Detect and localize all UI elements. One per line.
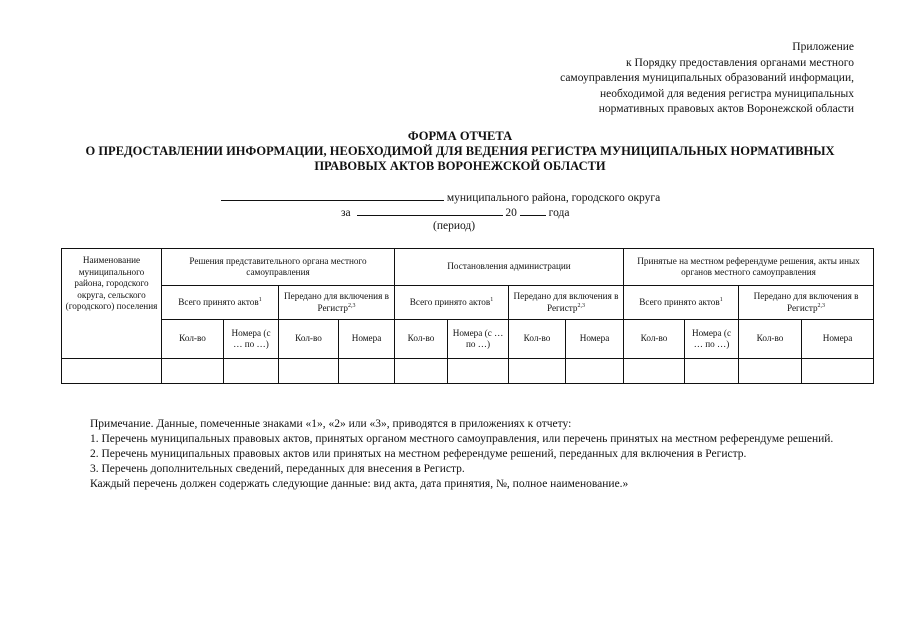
notes-item-3: 3. Перечень дополнительных сведений, переданных для внесения в Регистр.	[90, 463, 465, 475]
group-header-representative: Решения представительного органа местного самоуправления	[162, 249, 395, 286]
period-line	[341, 204, 569, 220]
appendix-line: нормативных правовых актов Воронежской области	[598, 103, 854, 115]
year-label: года	[548, 207, 570, 219]
group-header-administration: Постановления администрации	[395, 249, 624, 286]
period-caption: (период)	[433, 220, 476, 232]
appendix-line: к Порядку предоставления органами местного	[626, 56, 854, 69]
period-blank[interactable]	[357, 204, 503, 216]
notes-item-2: 2. Перечень муниципальных правовых актов или принятых на местном референдуме решений, переданных для включения в Регистр.	[90, 448, 747, 460]
appendix-block	[494, 40, 854, 118]
empty-cell[interactable]	[566, 359, 624, 384]
empty-cell[interactable]	[685, 359, 739, 384]
municipality-name-header: Наименование муниципального района, городского округа, сельского (городского) поселения	[62, 249, 162, 359]
appendix-line: самоуправления муниципальных образований информации,	[560, 72, 854, 84]
qty-header: Кол-во	[624, 320, 685, 359]
empty-cell[interactable]	[339, 359, 395, 384]
numbers-range-header: Номера (с … по …)	[685, 320, 739, 359]
report-table	[61, 248, 874, 384]
notes-intro: Примечание. Данные, помеченные знаками «1», «2» или «3», приводятся в приложениях к отчету:	[90, 418, 572, 430]
appendix-line: Приложение	[792, 41, 854, 53]
group-header-referendum: Принятые на местном референдуме решения, акты иных органов местного самоуправления	[624, 249, 874, 286]
title-line: ФОРМА ОТЧЕТА	[407, 129, 513, 143]
notes-item-4: Каждый перечень должен содержать следующие данные: вид акта, дата принятия, №, полное наименование.»	[90, 478, 629, 490]
municipality-blank[interactable]	[221, 189, 444, 201]
table-row	[62, 359, 874, 384]
empty-cell[interactable]	[448, 359, 509, 384]
qty-header: Кол-во	[509, 320, 566, 359]
appendix-line: необходимой для ведения регистра муниципальных	[599, 87, 854, 100]
transferred-header-1: Передано для включения в Регистр$^{2,3}$	[279, 286, 395, 320]
numbers-header: Номера	[566, 320, 624, 359]
empty-cell[interactable]	[279, 359, 339, 384]
total-header-3: Всего принято актов$^1$	[624, 286, 739, 320]
municipality-label: муниципального района, городского округа	[446, 192, 661, 204]
empty-cell[interactable]	[802, 359, 874, 384]
year-blank[interactable]	[520, 204, 546, 216]
year-prefix: 20	[505, 207, 517, 219]
municipality-line	[221, 189, 660, 205]
total-header-2: Всего принято актов$^1$	[395, 286, 509, 320]
qty-header: Кол-во	[395, 320, 448, 359]
title-line: О ПРЕДОСТАВЛЕНИИ ИНФОРМАЦИИ, НЕОБХОДИМОЙ ДЛЯ ВЕДЕНИЯ РЕГИСТРА МУНИЦИПАЛЬНЫХ НОРМАТИВНЫХ	[85, 144, 835, 158]
qty-header: Кол-во	[162, 320, 224, 359]
empty-cell[interactable]	[624, 359, 685, 384]
qty-header: Кол-во	[739, 320, 802, 359]
numbers-range-header: Номера (с … по …)	[224, 320, 279, 359]
transferred-header-2: Передано для включения в Регистр$^{2,3}$	[509, 286, 624, 320]
empty-cell[interactable]	[395, 359, 448, 384]
numbers-range-header: Номера (с … по …)	[448, 320, 509, 359]
empty-cell[interactable]	[739, 359, 802, 384]
total-header-1: Всего принято актов$^1$	[162, 286, 279, 320]
qty-header: Кол-во	[279, 320, 339, 359]
empty-cell[interactable]	[162, 359, 224, 384]
notes-item-1: 1. Перечень муниципальных правовых актов, принятых органом местного самоуправления, или перечень принятых на местном референдуме решений.	[90, 433, 834, 445]
numbers-header: Номера	[802, 320, 874, 359]
empty-cell[interactable]	[62, 359, 162, 384]
notes-block	[90, 417, 854, 492]
for-label: за	[341, 207, 351, 219]
transferred-header-3: Передано для включения в Регистр$^{2,3}$	[739, 286, 874, 320]
empty-cell[interactable]	[509, 359, 566, 384]
title-line: ПРАВОВЫХ АКТОВ ВОРОНЕЖСКОЙ ОБЛАСТИ	[314, 159, 606, 173]
numbers-header: Номера	[339, 320, 395, 359]
empty-cell[interactable]	[224, 359, 279, 384]
document-title	[40, 129, 880, 174]
